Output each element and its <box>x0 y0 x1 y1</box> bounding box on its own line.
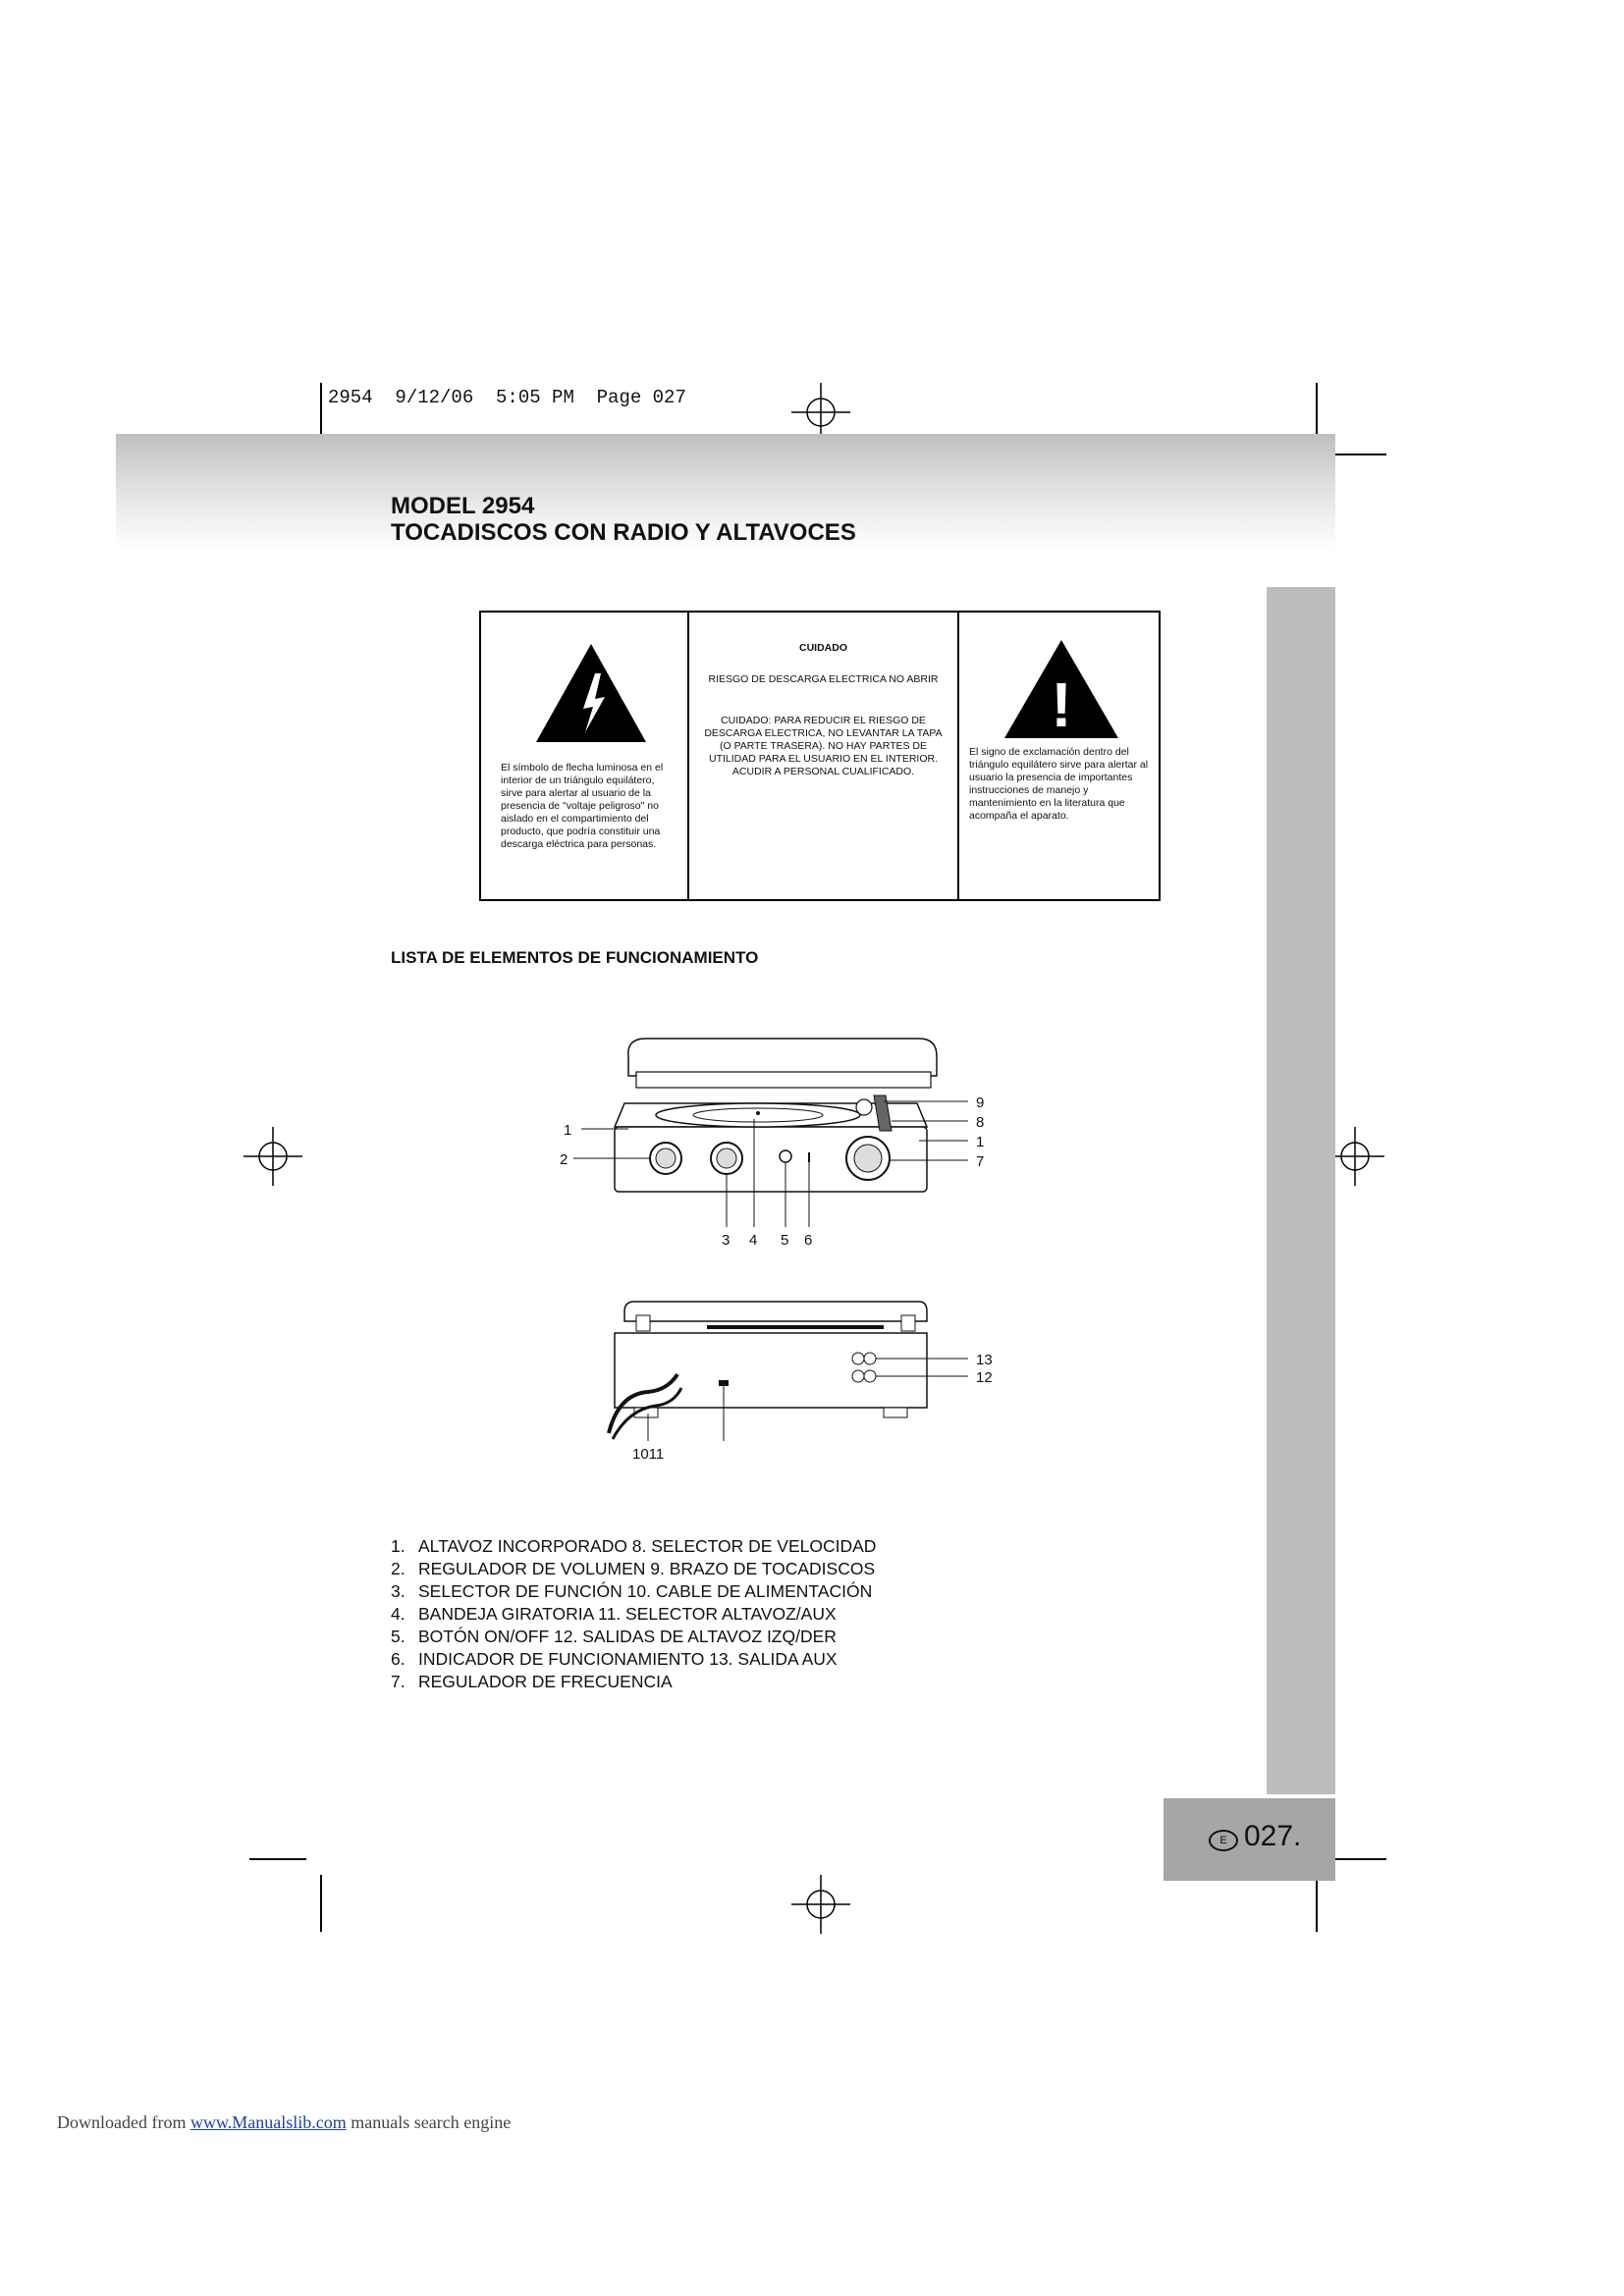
foot-right <box>884 1408 907 1417</box>
list-item <box>391 1626 876 1648</box>
list-item <box>391 1535 876 1558</box>
caution-title: CUIDADO <box>799 642 847 654</box>
crop-mark <box>320 383 322 440</box>
list-item <box>391 1648 876 1671</box>
download-footer <box>57 2112 511 2133</box>
lid-hinge <box>636 1072 931 1088</box>
model-number: MODEL 2954 <box>391 493 535 519</box>
back-hinge-left <box>636 1315 650 1331</box>
item-text: SELECTOR DE FUNCIÓN 10. CABLE DE ALIMENTACIÓN <box>418 1581 873 1601</box>
crop-mark <box>1316 1875 1318 1932</box>
page-number: 027. <box>1244 1820 1302 1852</box>
turntable-diagram <box>530 1021 1021 1492</box>
back-lid-shape <box>624 1302 927 1321</box>
exclamation-warning-icon <box>1001 636 1122 744</box>
list-item <box>391 1558 876 1580</box>
registration-mark-left <box>244 1127 302 1186</box>
page-number-tab <box>1164 1798 1335 1881</box>
power-button-shape <box>780 1150 791 1162</box>
lid-shape <box>628 1039 937 1076</box>
label-8: 8 <box>976 1114 985 1131</box>
label-7: 7 <box>976 1153 985 1170</box>
caution-text: CUIDADO: PARA REDUCIR EL RIESGO DE DESCARGA ELECTRICA, NO LEVANTAR LA TAPA (O PARTE TRASERA). NO HAY PARTES DE UTILIDAD PARA EL USUARIO EN EL INTERIOR. ACUDIR A PERSONAL CUALIFICADO. <box>704 715 943 777</box>
crop-mark <box>1329 1858 1386 1860</box>
label-13: 13 <box>976 1352 993 1368</box>
item-text: BOTÓN ON/OFF 12. SALIDAS DE ALTAVOZ IZQ/DER <box>418 1627 837 1646</box>
speaker-out-jack <box>852 1370 864 1382</box>
exclamation-description: El signo de exclamación dentro del triángulo equilátero sirve para alertar al usuario la presencia de importantes instrucciones de manejo y mantenimiento en la literatura que acompaña el aparato. <box>969 746 1149 822</box>
item-text: REGULADOR DE FRECUENCIA <box>418 1672 673 1691</box>
registration-mark-bottom <box>791 1875 850 1934</box>
back-view <box>609 1302 993 1463</box>
volume-knob-inner <box>656 1148 676 1168</box>
spindle-dot <box>756 1111 760 1115</box>
cabinet-back <box>615 1333 927 1408</box>
aux-out-jack <box>852 1353 864 1364</box>
label-9: 9 <box>976 1095 985 1111</box>
label-1-left: 1 <box>564 1122 572 1139</box>
safety-warning-box <box>479 611 1161 901</box>
language-badge: E <box>1209 1830 1238 1851</box>
product-subtitle: TOCADISCOS CON RADIO Y ALTAVOCES <box>391 519 856 546</box>
item-number: 5. <box>391 1627 406 1646</box>
manualslib-link[interactable]: www.Manualslib.com <box>189 2112 347 2132</box>
label-12: 12 <box>976 1369 993 1386</box>
function-knob-inner <box>717 1148 736 1168</box>
warning-column-lightning <box>481 613 689 899</box>
label-6: 6 <box>804 1232 813 1249</box>
warning-column-caution <box>689 613 959 899</box>
section-title: LISTA DE ELEMENTOS DE FUNCIONAMIENTO <box>391 948 759 967</box>
registration-mark-top <box>791 383 850 442</box>
item-number: 4. <box>391 1604 406 1624</box>
back-hinge-right <box>901 1315 915 1331</box>
lightning-description: El símbolo de flecha luminosa en el interior de un triángulo equilátero, sirve para alertar al usuario de la presencia de "voltaje peligroso" no aislado en el compartimiento del producto, que podría constituir una descarga eléctrica para personas. <box>501 762 664 850</box>
warning-column-exclamation <box>959 613 1159 899</box>
footer-suffix: manuals search engine <box>346 2112 512 2132</box>
list-item <box>391 1671 876 1693</box>
aux-selector-switch <box>719 1380 729 1386</box>
label-2: 2 <box>560 1151 568 1168</box>
crop-mark <box>249 1858 306 1860</box>
lightning-warning-icon <box>532 640 650 748</box>
side-bar <box>1267 587 1335 1794</box>
crop-mark <box>320 1875 322 1932</box>
item-text: ALTAVOZ INCORPORADO 8. SELECTOR DE VELOCIDAD <box>418 1536 877 1556</box>
footer-prefix: Downloaded from <box>57 2112 190 2132</box>
print-slug: 2954 9/12/06 5:05 PM Page 027 <box>328 387 686 408</box>
aux-out-jack <box>864 1353 876 1364</box>
item-number: 6. <box>391 1649 406 1669</box>
front-view <box>560 1039 984 1249</box>
speed-selector-shape <box>856 1099 872 1115</box>
label-1011: 1011 <box>632 1446 665 1463</box>
item-number: 1. <box>391 1536 406 1556</box>
label-3: 3 <box>722 1232 731 1249</box>
page-title <box>391 493 856 546</box>
item-number: 3. <box>391 1581 406 1601</box>
label-4: 4 <box>749 1232 758 1249</box>
item-text: REGULADOR DE VOLUMEN 9. BRAZO DE TOCADISCOS <box>418 1559 876 1578</box>
list-item <box>391 1580 876 1603</box>
item-text: INDICADOR DE FUNCIONAMIENTO 13. SALIDA AUX <box>418 1649 838 1669</box>
exclamation-glyph: ! <box>1051 669 1072 740</box>
item-text: BANDEJA GIRATORIA 11. SELECTOR ALTAVOZ/AUX <box>418 1604 837 1624</box>
item-number: 2. <box>391 1559 406 1578</box>
label-1-right: 1 <box>976 1134 985 1150</box>
list-item <box>391 1603 876 1626</box>
crop-mark <box>1329 454 1386 455</box>
item-number: 7. <box>391 1672 406 1691</box>
label-5: 5 <box>781 1232 789 1249</box>
tuning-knob-inner <box>854 1145 882 1172</box>
speaker-out-jack <box>864 1370 876 1382</box>
risk-text: RIESGO DE DESCARGA ELECTRICA NO ABRIR <box>708 673 939 685</box>
feature-list <box>391 1535 876 1693</box>
crop-mark <box>1316 383 1318 440</box>
